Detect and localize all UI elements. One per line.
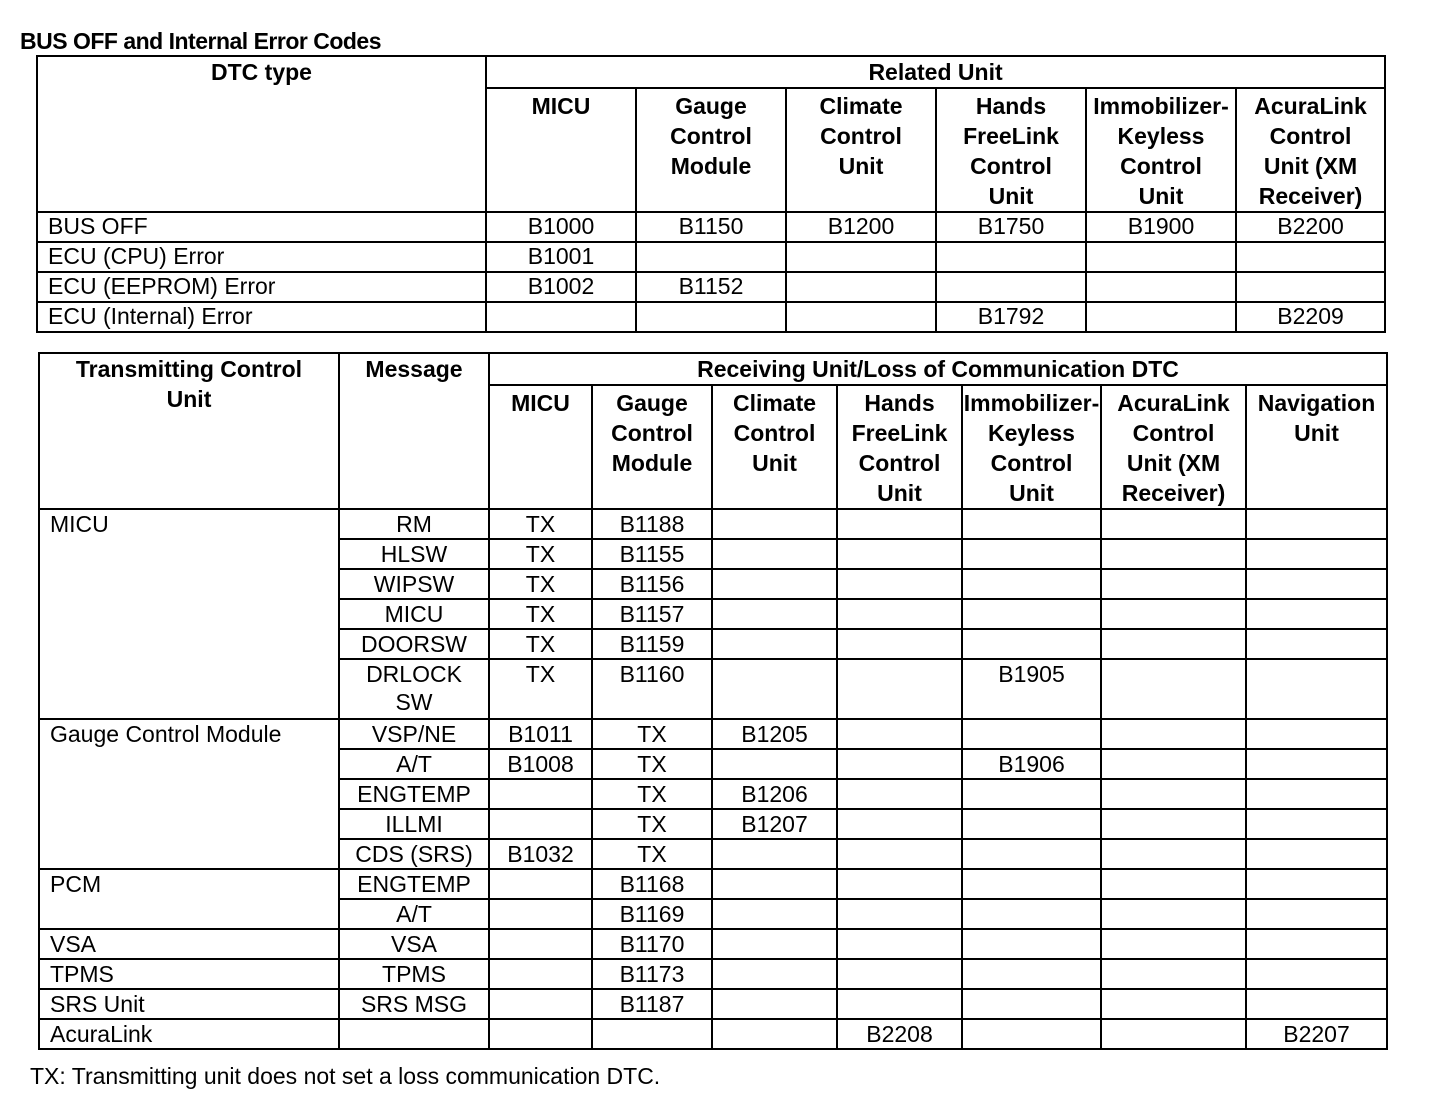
- dtc-code-cell: [1086, 302, 1236, 332]
- dtc-code-cell: B1206: [712, 779, 837, 809]
- dtc-code-cell: [636, 242, 786, 272]
- dtc-code-cell: B1160: [592, 659, 712, 719]
- dtc-code-cell: B1900: [1086, 212, 1236, 242]
- table-row: [37, 242, 1385, 272]
- dtc-code-cell: [712, 509, 837, 539]
- dtc-code-cell: B1792: [936, 302, 1086, 332]
- dtc-code-cell: B1205: [712, 719, 837, 749]
- message-cell: DOORSW: [339, 629, 489, 659]
- dtc-code-cell: TX: [489, 659, 592, 719]
- dtc-code-cell: [712, 899, 837, 929]
- dtc-code-cell: [1101, 659, 1246, 719]
- dtc-code-cell: [962, 599, 1101, 629]
- dtc-code-cell: [962, 989, 1101, 1019]
- dtc-code-cell: [1101, 1019, 1246, 1049]
- dtc-type-label: ECU (EEPROM) Error: [37, 272, 486, 302]
- dtc-code-cell: [712, 629, 837, 659]
- tx-footnote: TX: Transmitting unit does not set a loss communication DTC.: [30, 1063, 661, 1089]
- dtc-code-cell: B1008: [489, 749, 592, 779]
- dtc-code-cell: TX: [489, 599, 592, 629]
- table-row: [39, 959, 1387, 989]
- dtc-code-cell: [1246, 989, 1387, 1019]
- dtc-code-cell: [962, 539, 1101, 569]
- dtc-code-cell: [712, 989, 837, 1019]
- dtc-code-cell: TX: [592, 749, 712, 779]
- dtc-code-cell: [636, 302, 786, 332]
- receiving-unit-header: Receiving Unit/Loss of Communication DTC: [489, 353, 1387, 385]
- dtc-code-cell: [837, 809, 962, 839]
- dtc-code-cell: [1101, 599, 1246, 629]
- dtc-code-cell: [489, 1019, 592, 1049]
- dtc-code-cell: B1750: [936, 212, 1086, 242]
- dtc-code-cell: [786, 242, 936, 272]
- dtc-code-cell: B1170: [592, 929, 712, 959]
- dtc-code-cell: B1188: [592, 509, 712, 539]
- dtc-code-cell: B1157: [592, 599, 712, 629]
- message-cell: WIPSW: [339, 569, 489, 599]
- dtc-code-cell: [712, 599, 837, 629]
- table-row: [37, 302, 1385, 332]
- dtc-code-cell: TX: [592, 809, 712, 839]
- dtc-code-cell: [1086, 242, 1236, 272]
- dtc-code-cell: [1101, 749, 1246, 779]
- transmitting-unit-cell: MICU: [39, 509, 339, 719]
- dtc-code-cell: [712, 929, 837, 959]
- dtc-code-cell: B1155: [592, 539, 712, 569]
- dtc-code-cell: B1032: [489, 839, 592, 869]
- dtc-code-cell: [962, 809, 1101, 839]
- transmitting-unit-cell: Gauge Control Module: [39, 719, 339, 869]
- dtc-code-cell: B1168: [592, 869, 712, 899]
- message-cell: RM: [339, 509, 489, 539]
- communication-dtc-table: [38, 352, 1388, 1050]
- receiving-unit-column-header: AcuraLink Control Unit (XM Receiver): [1101, 385, 1246, 509]
- dtc-code-cell: B1173: [592, 959, 712, 989]
- dtc-code-cell: [1246, 929, 1387, 959]
- dtc-code-cell: [1246, 899, 1387, 929]
- table-row: [39, 929, 1387, 959]
- dtc-code-cell: B1156: [592, 569, 712, 599]
- message-cell: A/T: [339, 899, 489, 929]
- dtc-code-cell: B1159: [592, 629, 712, 659]
- dtc-code-cell: [962, 569, 1101, 599]
- dtc-code-cell: [786, 302, 936, 332]
- transmitting-unit-cell: VSA: [39, 929, 339, 959]
- message-cell: A/T: [339, 749, 489, 779]
- dtc-type-label: ECU (Internal) Error: [37, 302, 486, 332]
- dtc-code-cell: [1246, 959, 1387, 989]
- dtc-code-cell: [489, 929, 592, 959]
- dtc-code-cell: [837, 629, 962, 659]
- dtc-code-cell: [1101, 989, 1246, 1019]
- dtc-code-cell: TX: [489, 629, 592, 659]
- message-header: Message: [339, 353, 489, 509]
- receiving-unit-column-header: MICU: [489, 385, 592, 509]
- dtc-code-cell: [837, 959, 962, 989]
- dtc-code-cell: [1101, 839, 1246, 869]
- message-cell: TPMS: [339, 959, 489, 989]
- dtc-code-cell: B1001: [486, 242, 636, 272]
- dtc-code-cell: B1002: [486, 272, 636, 302]
- dtc-code-cell: [962, 839, 1101, 869]
- dtc-code-cell: B2207: [1246, 1019, 1387, 1049]
- receiving-unit-column-header: Immobilizer- Keyless Control Unit: [962, 385, 1101, 509]
- message-cell: CDS (SRS): [339, 839, 489, 869]
- dtc-code-cell: [1246, 599, 1387, 629]
- dtc-code-cell: B1905: [962, 659, 1101, 719]
- dtc-code-cell: [1246, 719, 1387, 749]
- dtc-code-cell: [1101, 899, 1246, 929]
- dtc-code-cell: [1246, 749, 1387, 779]
- transmitting-unit-cell: AcuraLink: [39, 1019, 339, 1049]
- receiving-unit-column-header: Navigation Unit: [1246, 385, 1387, 509]
- dtc-code-cell: [1246, 869, 1387, 899]
- dtc-code-cell: [936, 272, 1086, 302]
- dtc-code-cell: [712, 959, 837, 989]
- message-cell: VSA: [339, 929, 489, 959]
- related-unit-column-header: Immobilizer- Keyless Control Unit: [1086, 88, 1236, 212]
- receiving-unit-column-header: Climate Control Unit: [712, 385, 837, 509]
- dtc-code-cell: [592, 1019, 712, 1049]
- dtc-code-cell: [837, 929, 962, 959]
- related-unit-column-header: AcuraLink Control Unit (XM Receiver): [1236, 88, 1385, 212]
- dtc-code-cell: [962, 779, 1101, 809]
- dtc-code-cell: [837, 779, 962, 809]
- dtc-code-cell: [962, 959, 1101, 989]
- dtc-code-cell: TX: [489, 539, 592, 569]
- dtc-code-cell: [1086, 272, 1236, 302]
- dtc-code-cell: [962, 509, 1101, 539]
- dtc-code-cell: [837, 869, 962, 899]
- dtc-code-cell: [837, 659, 962, 719]
- dtc-code-cell: [962, 929, 1101, 959]
- dtc-code-cell: TX: [489, 509, 592, 539]
- dtc-code-cell: [837, 509, 962, 539]
- table-row: [37, 272, 1385, 302]
- dtc-code-cell: TX: [592, 719, 712, 749]
- dtc-code-cell: [1101, 719, 1246, 749]
- receiving-unit-column-header: Gauge Control Module: [592, 385, 712, 509]
- dtc-code-cell: [1246, 839, 1387, 869]
- dtc-code-cell: [1246, 659, 1387, 719]
- dtc-code-cell: B1207: [712, 809, 837, 839]
- dtc-code-cell: [489, 959, 592, 989]
- table-row: [39, 989, 1387, 1019]
- receiving-unit-column-header: Hands FreeLink Control Unit: [837, 385, 962, 509]
- dtc-code-cell: [1246, 809, 1387, 839]
- dtc-code-cell: [489, 779, 592, 809]
- transmitting-unit-cell: PCM: [39, 869, 339, 929]
- dtc-code-cell: [1101, 869, 1246, 899]
- message-cell: DRLOCK SW: [339, 659, 489, 719]
- related-unit-column-header: Hands FreeLink Control Unit: [936, 88, 1086, 212]
- dtc-code-cell: [837, 839, 962, 869]
- related-unit-column-header: Gauge Control Module: [636, 88, 786, 212]
- dtc-code-cell: [489, 869, 592, 899]
- dtc-code-cell: [1246, 509, 1387, 539]
- dtc-code-cell: [837, 719, 962, 749]
- message-cell: VSP/NE: [339, 719, 489, 749]
- table-row: [39, 509, 1387, 539]
- dtc-code-cell: [837, 989, 962, 1019]
- dtc-code-cell: [1236, 272, 1385, 302]
- dtc-code-cell: B2208: [837, 1019, 962, 1049]
- dtc-code-cell: [712, 749, 837, 779]
- dtc-type-label: ECU (CPU) Error: [37, 242, 486, 272]
- message-cell: SRS MSG: [339, 989, 489, 1019]
- dtc-code-cell: B1200: [786, 212, 936, 242]
- dtc-code-cell: [712, 659, 837, 719]
- message-cell: ENGTEMP: [339, 779, 489, 809]
- dtc-code-cell: [1101, 629, 1246, 659]
- table-row: [39, 1019, 1387, 1049]
- dtc-code-cell: [962, 869, 1101, 899]
- dtc-code-cell: B1150: [636, 212, 786, 242]
- dtc-code-cell: [962, 719, 1101, 749]
- related-unit-column-header: Climate Control Unit: [786, 88, 936, 212]
- related-unit-column-header: MICU: [486, 88, 636, 212]
- dtc-code-cell: B1011: [489, 719, 592, 749]
- table-row: [39, 869, 1387, 899]
- message-cell: [339, 1019, 489, 1049]
- bus-off-section-title: BUS OFF and Internal Error Codes: [20, 28, 381, 54]
- dtc-code-cell: [712, 1019, 837, 1049]
- dtc-code-cell: [837, 539, 962, 569]
- dtc-code-cell: [962, 1019, 1101, 1049]
- table-row: [39, 719, 1387, 749]
- dtc-code-cell: TX: [489, 569, 592, 599]
- dtc-code-cell: B1000: [486, 212, 636, 242]
- dtc-code-cell: B1906: [962, 749, 1101, 779]
- dtc-code-cell: [1246, 629, 1387, 659]
- dtc-code-cell: [1246, 539, 1387, 569]
- dtc-code-cell: [486, 302, 636, 332]
- dtc-code-cell: [962, 899, 1101, 929]
- dtc-code-cell: [837, 569, 962, 599]
- dtc-code-cell: B1169: [592, 899, 712, 929]
- dtc-code-cell: [962, 629, 1101, 659]
- dtc-code-cell: [1101, 509, 1246, 539]
- dtc-code-cell: [489, 809, 592, 839]
- dtc-code-cell: [489, 989, 592, 1019]
- dtc-code-cell: [1101, 539, 1246, 569]
- dtc-code-cell: B1152: [636, 272, 786, 302]
- dtc-code-cell: [1246, 569, 1387, 599]
- dtc-code-cell: [1236, 242, 1385, 272]
- transmitting-unit-cell: TPMS: [39, 959, 339, 989]
- related-unit-header: Related Unit: [486, 56, 1385, 88]
- dtc-code-cell: [1101, 959, 1246, 989]
- dtc-code-cell: [1101, 779, 1246, 809]
- message-cell: ENGTEMP: [339, 869, 489, 899]
- dtc-code-cell: [786, 272, 936, 302]
- dtc-code-cell: [936, 242, 1086, 272]
- dtc-code-cell: TX: [592, 779, 712, 809]
- dtc-code-cell: TX: [592, 839, 712, 869]
- dtc-code-cell: [1101, 569, 1246, 599]
- dtc-code-cell: B2209: [1236, 302, 1385, 332]
- table-row: [37, 212, 1385, 242]
- dtc-code-cell: [837, 899, 962, 929]
- dtc-code-cell: [837, 749, 962, 779]
- dtc-code-cell: [489, 899, 592, 929]
- dtc-code-cell: [712, 569, 837, 599]
- message-cell: ILLMI: [339, 809, 489, 839]
- dtc-code-cell: B2200: [1236, 212, 1385, 242]
- dtc-code-cell: [712, 839, 837, 869]
- message-cell: HLSW: [339, 539, 489, 569]
- transmitting-unit-header: Transmitting Control Unit: [39, 353, 339, 509]
- dtc-code-cell: [1101, 809, 1246, 839]
- dtc-code-cell: [712, 869, 837, 899]
- transmitting-unit-cell: SRS Unit: [39, 989, 339, 1019]
- dtc-code-cell: [712, 539, 837, 569]
- dtc-code-cell: [837, 599, 962, 629]
- bus-off-table: [36, 55, 1386, 333]
- dtc-code-cell: B1187: [592, 989, 712, 1019]
- dtc-type-label: BUS OFF: [37, 212, 486, 242]
- dtc-code-cell: [1101, 929, 1246, 959]
- message-cell: MICU: [339, 599, 489, 629]
- dtc-type-header: DTC type: [37, 56, 486, 212]
- dtc-code-cell: [1246, 779, 1387, 809]
